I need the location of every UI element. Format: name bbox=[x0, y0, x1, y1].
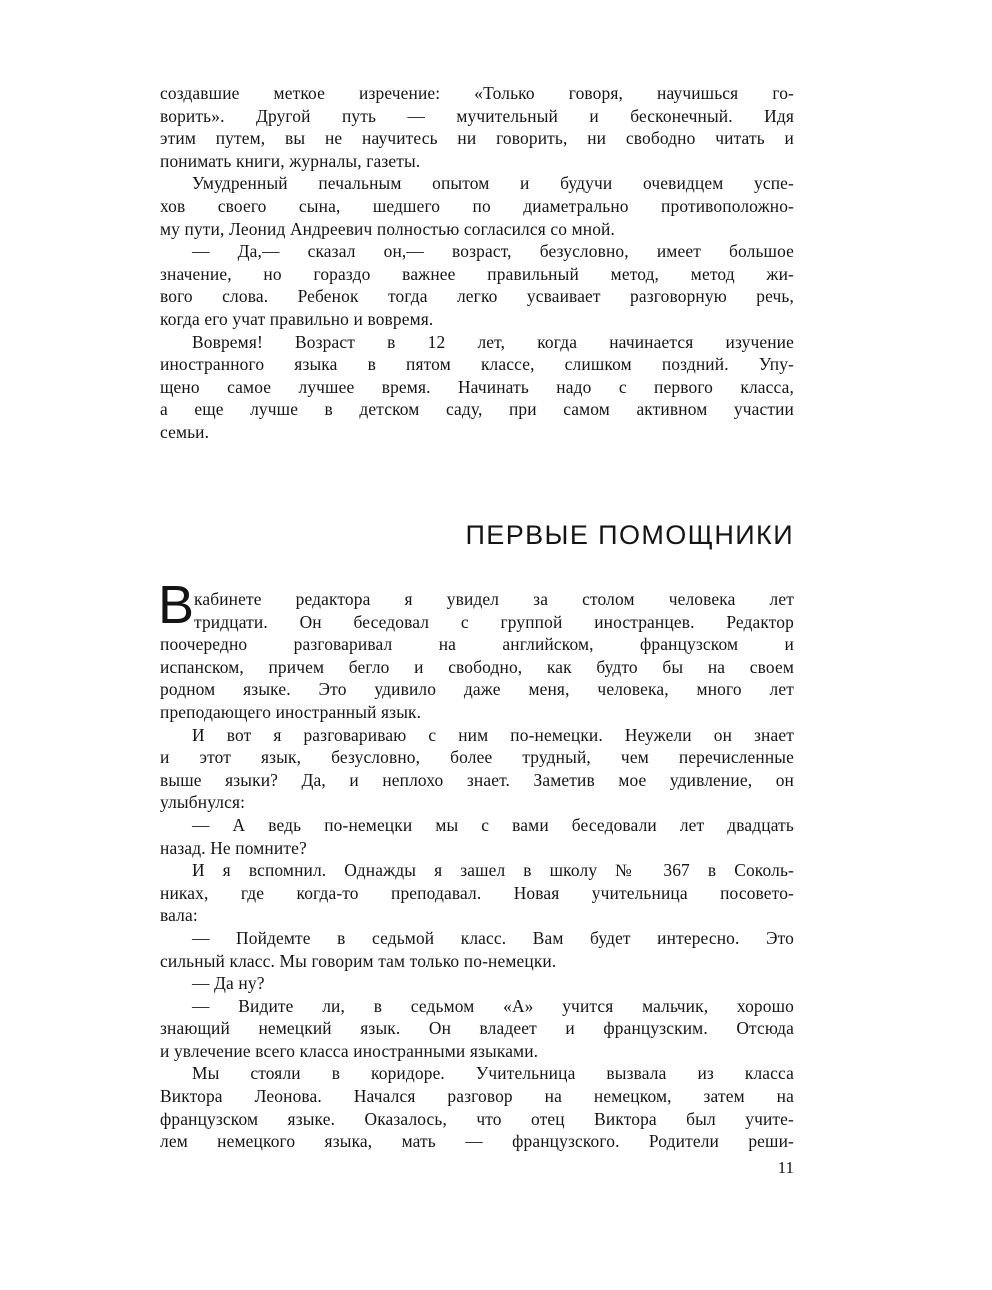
text-line: и увлечение всего класса иностранными языками. bbox=[160, 1040, 539, 1061]
text-line: когда его учат правильно и вовремя. bbox=[160, 308, 434, 329]
text-line: семьи. bbox=[160, 421, 210, 442]
text-line: — Видите ли, в седьмом «А» учится мальчик, хорошо bbox=[192, 995, 794, 1016]
text-block-bottom bbox=[160, 633, 794, 1153]
text-line: знающий немецкий язык. Он владеет и французским. Отсюда bbox=[160, 1018, 794, 1039]
text-line: Виктора Леонова. Начался разговор на немецком, затем на bbox=[160, 1086, 794, 1107]
text-line: — Да,— сказал он,— возраст, безусловно, имеет большое bbox=[192, 241, 794, 262]
text-line: родном языке. Это удивило даже меня, человека, много лет bbox=[160, 679, 794, 700]
text-line: значение, но гораздо важнее правильный метод, метод жи- bbox=[160, 263, 794, 284]
text-line: испанском, причем бегло и свободно, как будто бы на своем bbox=[160, 656, 794, 677]
text-line: преподающего иностранный язык. bbox=[160, 701, 422, 722]
text-line: поочередно разговаривал на английском, французском и bbox=[160, 634, 794, 655]
text-line: Мы стояли в коридоре. Учительница вызвала из класса bbox=[192, 1063, 794, 1084]
text-line: и этот язык, безусловно, более трудный, чем перечисленные bbox=[160, 747, 794, 768]
text-line: И вот я разговариваю с ним по-немецки. Неужели он знает bbox=[192, 724, 794, 745]
text-line: а еще лучше в детском саду, при самом активном участии bbox=[160, 399, 794, 420]
text-line: выше языки? Да, и неплохо знает. Заметив мое удивление, он bbox=[160, 769, 794, 790]
text-line: никах, где когда-то преподавал. Новая учительница посовето- bbox=[160, 882, 794, 903]
text-line: понимать книги, журналы, газеты. bbox=[160, 150, 421, 171]
text-line: Умудренный печальным опытом и будучи очевидцем успе- bbox=[192, 173, 794, 194]
text-line: кабинете редактора я увидел за столом человека лет bbox=[194, 589, 794, 609]
text-line: назад. Не помните? bbox=[160, 837, 307, 858]
text-line: вала: bbox=[160, 905, 198, 926]
text-line: щено самое лучшее время. Начинать надо с первого класса, bbox=[160, 376, 794, 397]
text-line: улыбнулся: bbox=[160, 792, 246, 813]
chapter-title: ПЕРВЫЕ ПОМОЩНИКИ bbox=[465, 520, 794, 550]
text-line: Вовремя! Возраст в 12 лет, когда начинается изучение bbox=[192, 331, 794, 352]
drop-cap: В bbox=[158, 575, 195, 635]
text-line: ворить». Другой путь — мучительный и бесконечный. Идя bbox=[160, 105, 794, 126]
text-line: вого слова. Ребенок тогда легко усваивает разговорную речь, bbox=[160, 286, 794, 307]
text-line: сильный класс. Мы говорим там только по-немецки. bbox=[160, 950, 557, 971]
text-line: создавшие меткое изречение: «Только говоря, научишься го- bbox=[160, 83, 794, 103]
text-block-dropcap-lines bbox=[160, 588, 794, 633]
text-line: му пути, Леонид Андреевич полностью согласился со мной. bbox=[160, 218, 615, 239]
text-line: — Да ну? bbox=[192, 973, 265, 994]
text-line: тридцати. Он беседовал с группой иностранцев. Редактор bbox=[194, 611, 794, 632]
page-number: 11 bbox=[777, 1158, 794, 1177]
text-line: И я вспомнил. Однажды я зашел в школу № 367 в Соколь- bbox=[192, 860, 794, 881]
text-line: этим путем, вы не научитесь ни говорить, ни свободно читать и bbox=[160, 128, 794, 149]
text-line: — А ведь по-немецки мы с вами беседовали лет двадцать bbox=[192, 814, 794, 835]
text-line: лем немецкого языка, мать — французского. Родители реши- bbox=[160, 1131, 794, 1152]
text-line: хов своего сына, шедшего по диаметрально противоположно- bbox=[160, 195, 794, 216]
text-line: иностранного языка в пятом классе, слишком поздний. Упу- bbox=[160, 354, 794, 375]
text-line: французском языке. Оказалось, что отец Виктора был учите- bbox=[160, 1108, 794, 1129]
text-block-top bbox=[160, 82, 794, 444]
text-line: — Пойдемте в седьмой класс. Вам будет интересно. Это bbox=[192, 927, 794, 948]
